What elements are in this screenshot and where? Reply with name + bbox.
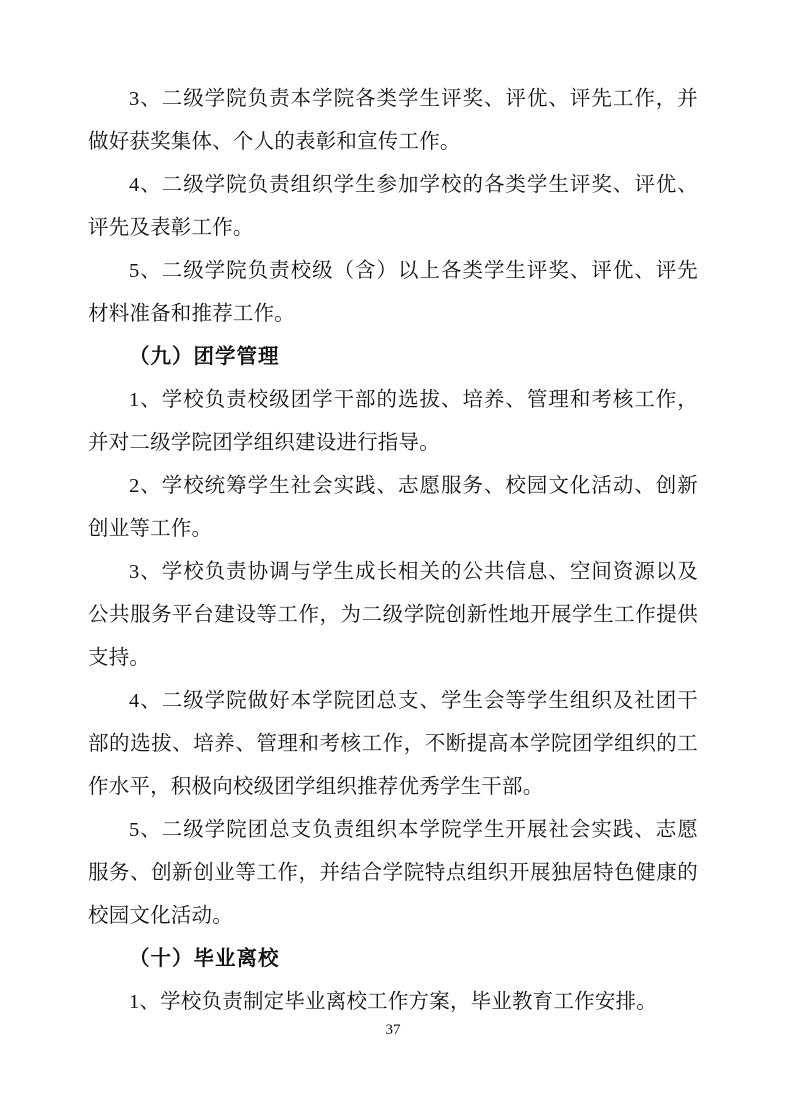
section-heading-ten-graduation-departure: （十）毕业离校 — [129, 948, 280, 970]
paragraph-4-awards-participation: 4、二级学院负责组织学生参加学校的各类学生评奖、评优、评先及表彰工作。 — [88, 174, 698, 239]
paragraph-3-public-information: 3、学校负责协调与学生成长相关的公共信息、空间资源以及公共服务平台建设等工作，为二级学院创新性地开展学生工作提供支持。 — [88, 561, 698, 669]
paragraph-5-awards-materials: 5、二级学院负责校级（含）以上各类学生评奖、评优、评先材料准备和推荐工作。 — [88, 260, 698, 325]
paragraph-4-college-league-branch: 4、二级学院做好本学院团总支、学生会等学生组织及社团干部的选拔、培养、管理和考核工作，不断提高本学院团学组织的工作水平，积极向校级团学组织推荐优秀学生干部。 — [88, 690, 698, 798]
page-number: 37 — [385, 1022, 401, 1038]
paragraph-2-social-practice: 2、学校统筹学生社会实践、志愿服务、校园文化活动、创新创业等工作。 — [88, 475, 698, 540]
paragraph-1-graduation-plan: 1、学校负责制定毕业离校工作方案，毕业教育工作安排。 — [129, 991, 657, 1013]
section-heading-nine-youth-league-management: （九）团学管理 — [129, 346, 280, 368]
paragraph-1-league-cadres: 1、学校负责校级团学干部的选拔、培养、管理和考核工作，并对二级学院团学组织建设进行指导。 — [88, 389, 698, 454]
paragraph-5-college-campus-culture: 5、二级学院团总支负责组织本学院学生开展社会实践、志愿服务、创新创业等工作，并结合学院特点组织开展独居特色健康的校园文化活动。 — [88, 819, 698, 927]
paragraph-3-awards-college: 3、二级学院负责本学院各类学生评奖、评优、评先工作，并做好获奖集体、个人的表彰和宣传工作。 — [88, 88, 698, 153]
